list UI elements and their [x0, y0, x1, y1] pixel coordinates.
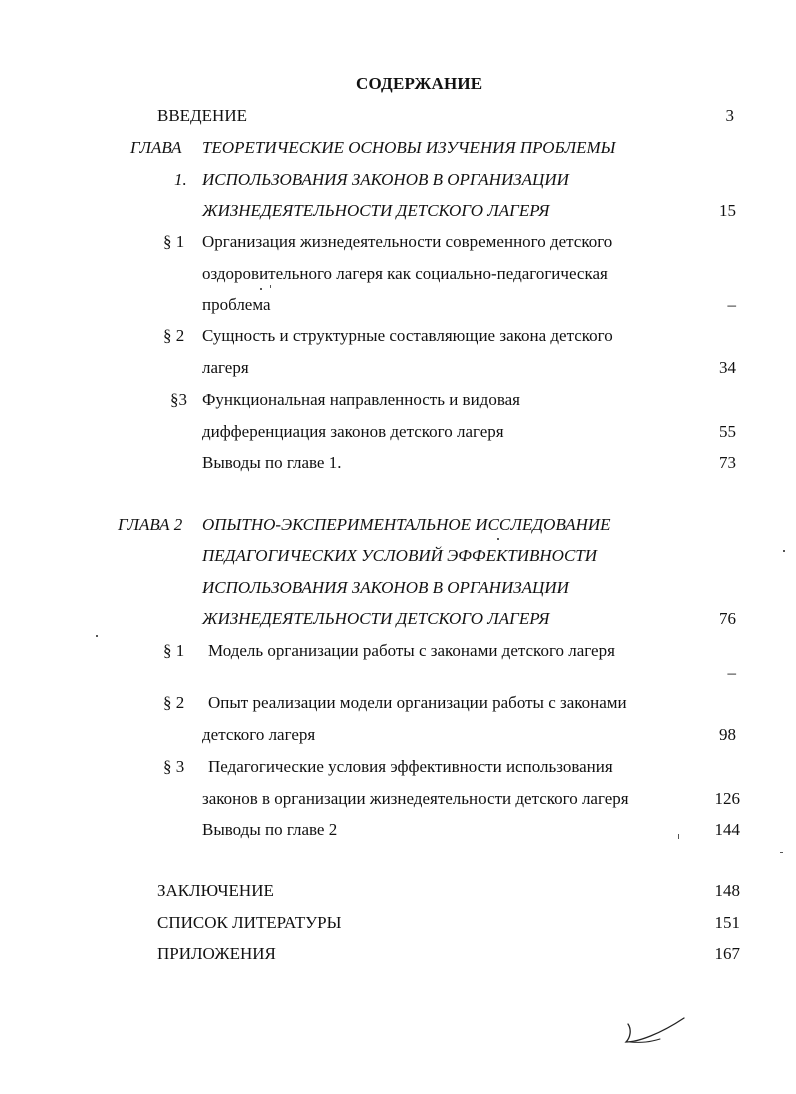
ch1-section3-num: §3 — [170, 390, 187, 409]
scan-speck — [260, 288, 262, 290]
ch2-section1-line: Модель организации работы с законами детского лагеря — [208, 641, 615, 660]
chapter1-page: 15 — [719, 201, 736, 220]
toc-entry-conclusion-page: 148 — [714, 881, 740, 900]
chapter2-title-line: ИСПОЛЬЗОВАНИЯ ЗАКОНОВ В ОРГАНИЗАЦИИ — [202, 578, 569, 597]
chapter1-title-line: ИСПОЛЬЗОВАНИЯ ЗАКОНОВ В ОРГАНИЗАЦИИ — [202, 170, 569, 189]
chapter2-title-line: ОПЫТНО-ЭКСПЕРИМЕНТАЛЬНОЕ ИССЛЕДОВАНИЕ — [202, 515, 611, 534]
ch1-section1-line: Организация жизнедеятельности современного детского — [202, 232, 613, 251]
ch2-section2-line: детского лагеря — [202, 725, 316, 744]
toc-entry-intro-page: 3 — [725, 106, 734, 125]
toc-entry-conclusion-label: ЗАКЛЮЧЕНИЕ — [157, 881, 274, 900]
ch1-section2-line: лагеря — [202, 358, 249, 377]
ch2-section3-num: § 3 — [163, 757, 185, 776]
scan-speck — [270, 285, 271, 288]
ch1-section2-page: 34 — [719, 358, 736, 377]
scan-speck — [678, 834, 679, 839]
scan-speck — [780, 852, 783, 853]
ch1-section2-line: Сущность и структурные составляющие закона детского — [202, 326, 613, 345]
ch1-conclusions-label: Выводы по главе 1. — [202, 453, 342, 472]
ch2-section2-page: 98 — [719, 725, 736, 744]
ch1-section1-num: § 1 — [163, 232, 185, 251]
toc-entry-references-page: 151 — [714, 913, 740, 932]
ch1-section2-num: § 2 — [163, 326, 185, 345]
toc-entry-intro-label: ВВЕДЕНИЕ — [157, 106, 247, 125]
ch2-section3-page: 126 — [714, 789, 740, 808]
ch1-section3-line: Функциональная направленность и видовая — [202, 390, 521, 409]
ch2-section1-num: § 1 — [163, 641, 185, 660]
ch2-conclusions-label: Выводы по главе 2 — [202, 820, 338, 839]
scan-speck — [783, 550, 785, 552]
toc-entry-appendices-label: ПРИЛОЖЕНИЯ — [157, 944, 276, 963]
chapter2-title-line: ПЕДАГОГИЧЕСКИХ УСЛОВИЙ ЭФФЕКТИВНОСТИ — [202, 546, 598, 565]
ch2-section3-line: законов в организации жизнедеятельности детского лагеря — [202, 789, 629, 808]
ch2-section3-line: Педагогические условия эффективности использования — [208, 757, 613, 776]
chapter1-title-line: ТЕОРЕТИЧЕСКИЕ ОСНОВЫ ИЗУЧЕНИЯ ПРОБЛЕМЫ — [202, 138, 616, 157]
chapter2-label: ГЛАВА 2 — [118, 515, 183, 534]
handwritten-mark-icon — [620, 1012, 690, 1050]
scan-speck — [497, 538, 499, 540]
ch2-section2-line: Опыт реализации модели организации работы с законами — [208, 693, 627, 712]
chapter1-title-line: ЖИЗНЕДЕЯТЕЛЬНОСТИ ДЕТСКОГО ЛАГЕРЯ — [202, 201, 550, 220]
chapter2-page: 76 — [719, 609, 736, 628]
ch1-section1-line: оздоровительного лагеря как социально-педагогическая — [202, 264, 608, 283]
chapter1-number: 1. — [174, 170, 187, 189]
ch1-section3-page: 55 — [719, 422, 736, 441]
ch1-section1-line: проблема — [202, 295, 271, 314]
chapter2-title-line: ЖИЗНЕДЕЯТЕЛЬНОСТИ ДЕТСКОГО ЛАГЕРЯ — [202, 609, 550, 628]
ch1-section1-page: – — [727, 295, 736, 314]
ch1-section3-line: дифференциация законов детского лагеря — [202, 422, 504, 441]
ch1-conclusions-page: 73 — [719, 453, 736, 472]
ch2-conclusions-page: 144 — [714, 820, 740, 839]
ch2-section2-num: § 2 — [163, 693, 185, 712]
chapter1-label: ГЛАВА — [130, 138, 182, 157]
scan-speck — [96, 635, 98, 637]
ch2-section1-page: – — [727, 663, 736, 682]
toc-entry-references-label: СПИСОК ЛИТЕРАТУРЫ — [157, 913, 342, 932]
page-title: СОДЕРЖАНИЕ — [356, 74, 483, 93]
toc-entry-appendices-page: 167 — [714, 944, 740, 963]
